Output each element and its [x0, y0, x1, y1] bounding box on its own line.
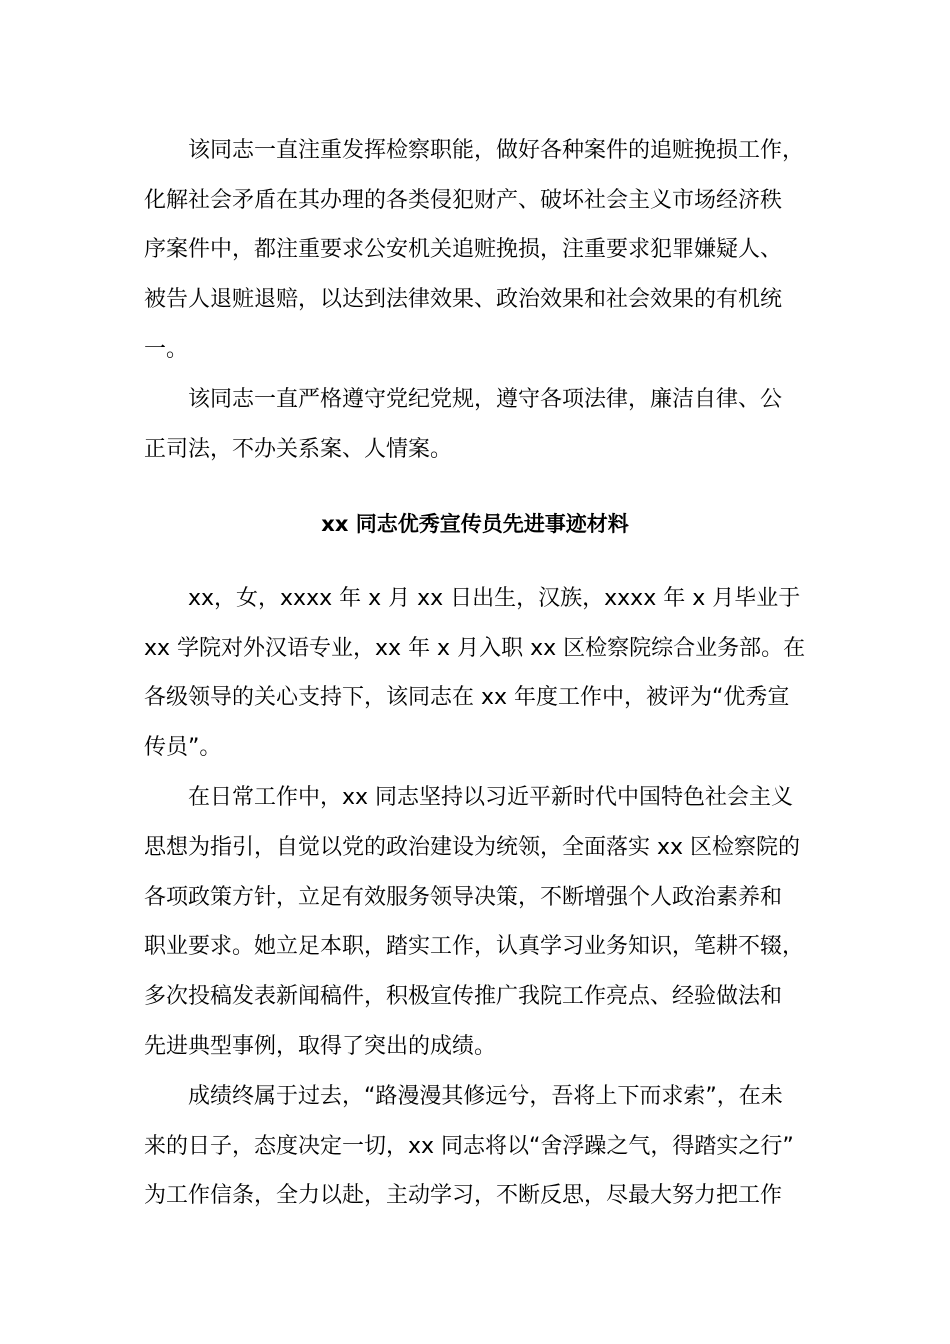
paragraph-4-line-5: 多次投稿发表新闻稿件，积极宣传推广我院工作亮点、经验做法和 [144, 984, 783, 1009]
paragraph-3-line-3: 各级领导的关心支持下，该同志在 xx 年度工作中，被评为“优秀宣 [144, 685, 790, 710]
paragraph-3-line-2: xx 学院对外汉语专业，xx 年 x 月入职 xx 区检察院综合业务部。在 [144, 636, 806, 661]
paragraph-5-line-1: 成绩终属于过去，“路漫漫其修远兮，吾将上下而求索”，在未 [188, 1084, 783, 1109]
paragraph-1-line-1: 该同志一直注重发挥检察职能，做好各种案件的追赃挽损工作， [188, 138, 805, 163]
paragraph-1-line-3: 序案件中，都注重要求公安机关追赃挽损，注重要求犯罪嫌疑人、 [144, 237, 783, 262]
paragraph-4-line-2: 思想为指引，自觉以党的政治建设为统领，全面落实 xx 区检察院的 [144, 835, 801, 860]
paragraph-3-line-4: 传员”。 [144, 735, 222, 760]
paragraph-1-line-2: 化解社会矛盾在其办理的各类侵犯财产、破坏社会主义市场经济秩 [144, 188, 783, 213]
paragraph-1-line-5: 一。 [144, 337, 189, 362]
paragraph-4-line-1: 在日常工作中，xx 同志坚持以习近平新时代中国特色社会主义 [188, 785, 794, 810]
paragraph-3-line-1: xx，女，xxxx 年 x 月 xx 日出生，汉族，xxxx 年 x 月毕业于 [188, 586, 801, 611]
paragraph-5-line-2: 来的日子，态度决定一切，xx 同志将以“舍浮躁之气，得踏实之行” [144, 1134, 794, 1159]
paragraph-1-line-4: 被告人退赃退赔，以达到法律效果、政治效果和社会效果的有机统 [144, 287, 783, 312]
paragraph-4-line-3: 各项政策方针，立足有效服务领导决策，不断增强个人政治素养和 [144, 885, 783, 910]
paragraph-5-line-3: 为工作信条，全力以赴，主动学习，不断反思，尽最大努力把工作 [144, 1183, 783, 1208]
paragraph-2-line-1: 该同志一直严格遵守党纪党规，遵守各项法律，廉洁自律、公 [188, 387, 783, 412]
paragraph-4-line-6: 先进典型事例，取得了突出的成绩。 [144, 1034, 497, 1059]
paragraph-4-line-4: 职业要求。她立足本职，踏实工作，认真学习业务知识，笔耕不辍， [144, 934, 805, 959]
section-title: xx 同志优秀宣传员先进事迹材料 [321, 512, 629, 536]
paragraph-2-line-2: 正司法，不办关系案、人情案。 [144, 437, 453, 462]
